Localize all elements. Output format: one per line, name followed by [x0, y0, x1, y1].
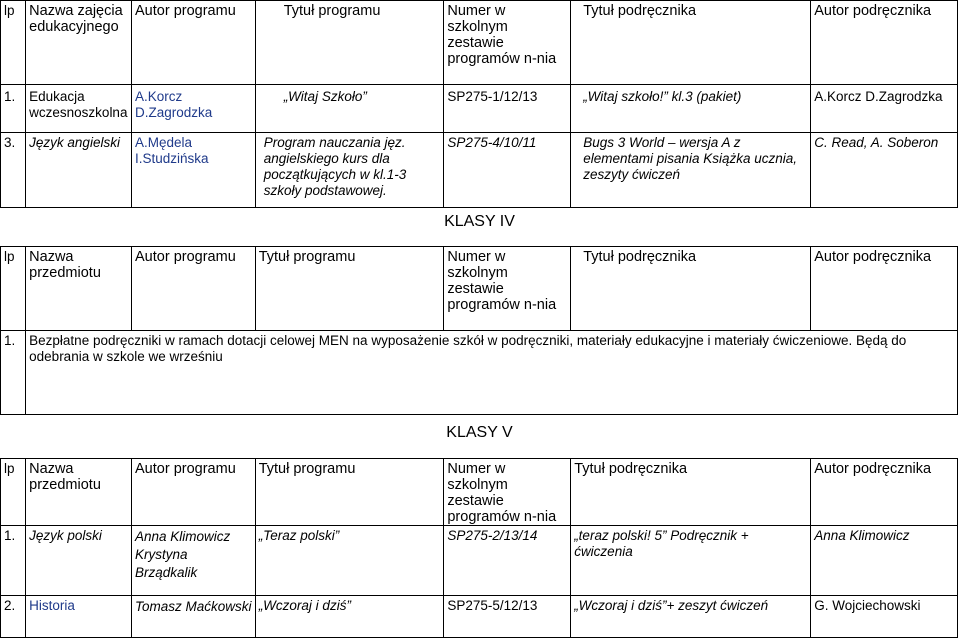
table-klasy-v: [0, 458, 958, 638]
header-nazwa: Nazwa przedmiotu: [26, 459, 132, 526]
table-edukacja: [0, 0, 958, 208]
cell-numer: SP275-4/10/11: [444, 133, 571, 208]
cell-numer: SP275-1/12/13: [444, 85, 571, 133]
cell-lp: 1.: [1, 526, 26, 596]
header-numer: Numer w szkolnym zestawie programów n-nia: [444, 247, 571, 331]
cell-tytul-programu: Program nauczania jęz. angielskiego kurs dla początkujących w kl.1-3 szkoły podstawowej.: [255, 133, 444, 208]
header-nazwa: Nazwa zajęcia edukacyjnego: [26, 1, 132, 85]
header-autor-podrecznika: Autor podręcznika: [811, 459, 958, 526]
cell-tytul-podrecznika: „Wczoraj i dziś”+ zeszyt ćwiczeń: [571, 596, 811, 638]
cell-autor-podrecznika: A.Korcz D.Zagrodzka: [811, 85, 958, 133]
cell-tytul-podrecznika: Bugs 3 World – wersja A z elementami pisania Książka ucznia, zeszyty ćwiczeń: [571, 133, 811, 208]
header-tytul-podrecznika: Tytuł podręcznika: [571, 247, 811, 331]
header-tytul-podrecznika: Tytuł podręcznika: [571, 459, 811, 526]
header-lp: lp: [1, 459, 26, 526]
cell-autor-programu: Anna Klimowicz Krystyna Brządkalik: [132, 526, 256, 596]
cell-autor-programu: A.Korcz D.Zagrodzka: [132, 85, 256, 133]
header-autor-podrecznika: Autor podręcznika: [811, 1, 958, 85]
header-tytul-podrecznika: Tytuł podręcznika: [571, 1, 811, 85]
header-tytul-programu: Tytuł programu: [255, 459, 444, 526]
cell-numer: SP275-2/13/14: [444, 526, 571, 596]
cell-tytul-podrecznika: „Witaj szkoło!” kl.3 (pakiet): [571, 85, 811, 133]
cell-tytul-programu: „Wczoraj i dziś”: [255, 596, 444, 638]
cell-lp: 1.: [1, 85, 26, 133]
cell-autor-podrecznika: C. Read, A. Soberon: [811, 133, 958, 208]
cell-autor-programu: Tomasz Maćkowski: [132, 596, 256, 638]
cell-tytul-podrecznika: „teraz polski! 5” Podręcznik + ćwiczenia: [571, 526, 811, 596]
table-row: [1, 331, 958, 415]
cell-autor-podrecznika: Anna Klimowicz: [811, 526, 958, 596]
table-header-row: [1, 1, 958, 85]
header-autor-programu: Autor programu: [132, 1, 256, 85]
cell-nazwa: Historia: [26, 596, 132, 638]
header-autor-programu: Autor programu: [132, 247, 256, 331]
header-nazwa: Nazwa przedmiotu: [26, 247, 132, 331]
header-autor-podrecznika: Autor podręcznika: [811, 247, 958, 331]
heading-klasy-v: KLASY V: [446, 424, 513, 441]
table-header-row: [1, 459, 958, 526]
table-row: [1, 526, 958, 596]
heading-klasy-iv: KLASY IV: [444, 213, 515, 230]
cell-lp: 1.: [1, 331, 26, 415]
cell-nazwa: Język polski: [26, 526, 132, 596]
header-tytul-programu: Tytuł programu: [255, 247, 444, 331]
cell-autor-podrecznika: G. Wojciechowski: [811, 596, 958, 638]
cell-lp: 3.: [1, 133, 26, 208]
header-numer: Numer w szkolnym zestawie programów n-nia: [444, 1, 571, 85]
cell-tytul-programu: „Teraz polski”: [255, 526, 444, 596]
table-row: [1, 85, 958, 133]
cell-nazwa: Edukacja wczesnoszkolna: [26, 85, 132, 133]
cell-nazwa: Język angielski: [26, 133, 132, 208]
header-autor-programu: Autor programu: [132, 459, 256, 526]
header-tytul-programu: Tytuł programu: [255, 1, 444, 85]
note-cell: Bezpłatne podręczniki w ramach dotacji celowej MEN na wyposażenie szkół w podręczniki, materiały edukacyjne i materiały ćwiczeniowe. Będą do odebrania w szkole we wrześniu: [26, 331, 958, 415]
cell-numer: SP275-5/12/13: [444, 596, 571, 638]
header-lp: lp: [1, 247, 26, 331]
table-row: [1, 133, 958, 208]
cell-lp: 2.: [1, 596, 26, 638]
table-header-row: [1, 247, 958, 331]
header-numer: Numer w szkolnym zestawie programów n-nia: [444, 459, 571, 526]
header-lp: lp: [1, 1, 26, 85]
table-klasy-iv: [0, 246, 958, 415]
table-row: [1, 596, 958, 638]
cell-autor-programu: A.Mędela I.Studzińska: [132, 133, 256, 208]
cell-tytul-programu: „Witaj Szkoło”: [255, 85, 444, 133]
